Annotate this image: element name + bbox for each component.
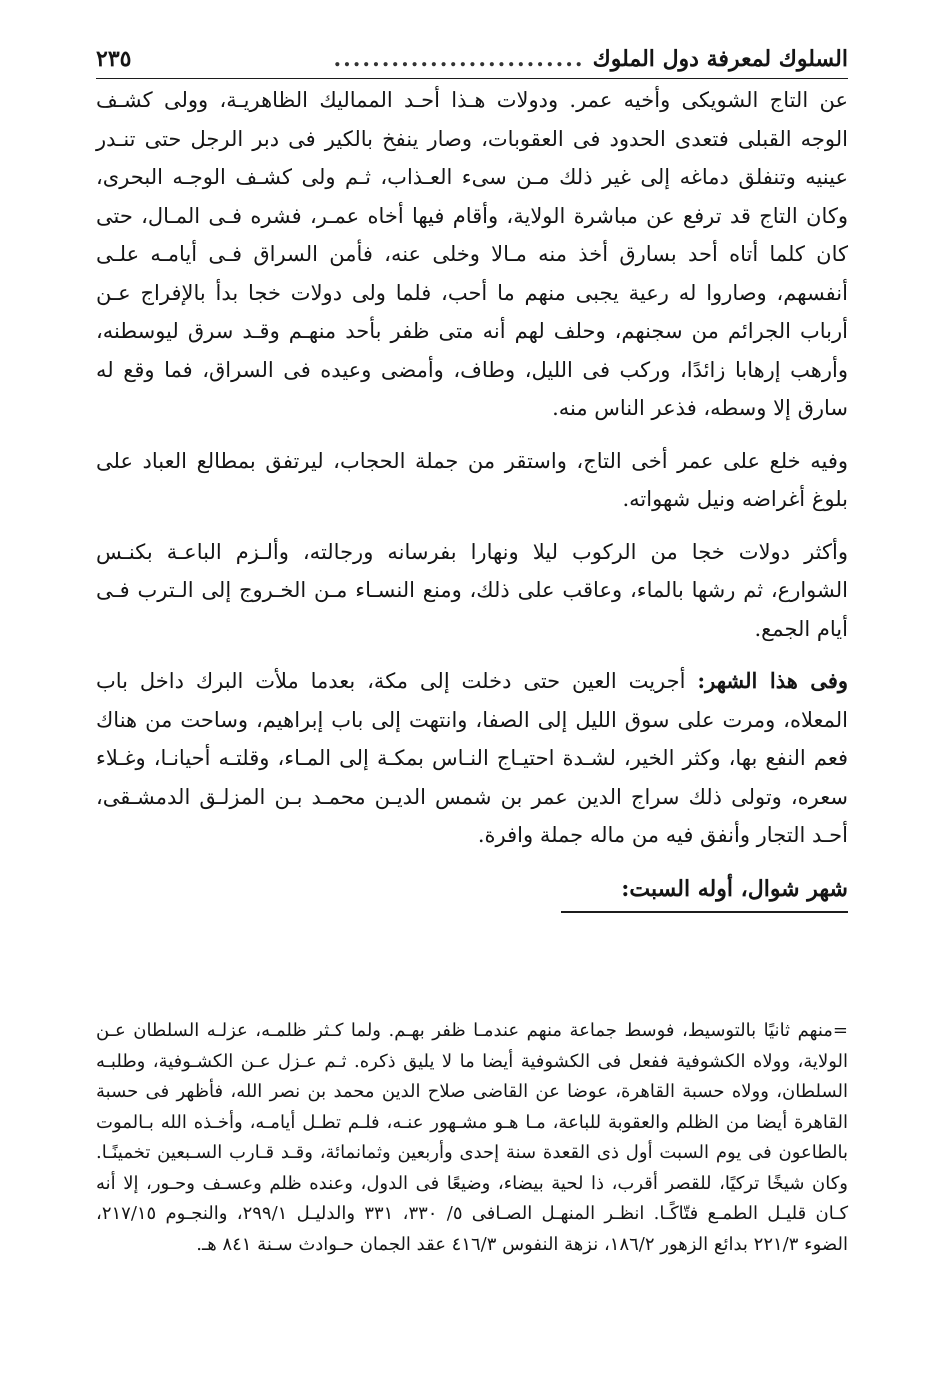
paragraph-4-text: أجريت العين حتى دخلت إلى مكة، بعدما ملأت البرك داخل باب المعلاه، ومرت على سوق الليل إلى الصفا، وانتهت إلى باب إبراهيم، وساحت من هناك فعم النفع بها، وكثر الخير، لشـدة احتيـاج النـاس بمكـة إلى المـاء، وقلتـه أحيانـا، وغـلاء سعره، وتولى ذلك سراج الدين عمر بن شمس الديـن محمـد بـن المزلـق الدمشـقى، أحـد التجار وأنفق فيه من ماله جملة وافرة. (96, 669, 848, 847)
book-title: السلوك لمعرفة دول الملوك (592, 46, 848, 72)
paragraph-4-lead: وفى هذا الشهر: (697, 668, 848, 693)
paragraph-3-text: وأكثر دولات خجا من الركوب ليلا ونهارا بفرسانه ورجالته، وألـزم الباعـة بكنـس الشوارع، ثم رشها بالماء، وعاقب على ذلك، ومنع النسـاء مـن الخـروج إلى الـترب فـى أيام الجمع. (96, 539, 848, 641)
section-heading: شهر شوال، أوله السبت: (561, 869, 848, 913)
footnote-text: =منهم ثانيًا بالتوسيط، فوسط جماعة منهم عندمـا ظفر بهـم. ولما كـثر ظلمـه، عزلـه السلطان عـن الولاية، وولاه الكشوفية ففعل فى الكشوفية أيضا ما لا يليق ذكره. ثـم عـزل عـن الكشـوفية، وطلبـه السلطان، وولاه حسبة القاهرة، عوضا عن القاضى صلاح الدين محمد بن نصر الله، فأظهر فى حسبة القاهرة أيضا من الظلم والعقوبة للباعة، مـا هـو مشـهور عنـه، فلـم تطـل أيامـه، وأخـذه الله بـالموت بالطاعون فى يوم السبت أول ذى القعدة سنة إحدى وأربعين وثمانمائة، وقـد قـارب السـبعين تخمينًـا. وكان شيخًا تركيًا، للقصر أقرب، ذا لحية بيضاء، وضيعًا فى الدول، وعنده ظلم وعسـف وحـور، إلا أنه كـان قليـل الطمـع فتّاكًـا. انظـر المنهـل الصـافى ٥/ ٣٣٠، ٣٣١ والدليـل ٢٩٩/١، والنجـوم ٢١٧/١٥، الضوء ٢٢١/٣ بدائع الزهور ١٨٦/٢، نزهة النفوس ٤١٦/٣ عقد الجمان حـوادث سـنة ٨٤١ هـ. (96, 1020, 849, 1255)
footnotes (96, 1016, 848, 1260)
paragraph-1 (96, 81, 848, 428)
header-dot-leader: .......................... (333, 46, 585, 72)
page-number: ٢٣٥ (96, 46, 132, 72)
page-body (96, 40, 848, 913)
paragraph-1-text: عن التاج الشويكى وأخيه عمر. ودولات هـذا أحـد المماليك الظاهريـة، وولى كشـف الوجه القبلى فتعدى الحدود فى العقوبات، وصار ينفخ بالكير فى دبر الرجل حتى تنـدر عينيه وتنفلق دماغه إلى غير ذلك مـن سىء العـذاب، ثـم ولى كشـف الوجـه البحرى، وكان التاج قد ترفع عن مباشرة الولاية، وأقام فيها أخاه عمـر، فشره فـى المـال، حتى كان كلما أتاه أحد بسارق أخذ منه مـالا وخلى عنه، فأمن السراق فـى أيامـه علـى أنفسهم، وصاروا له رعية يجبى منهم ما أحب، فلما ولى دولات خجا بدأ بالإفراج عـن أرباب الجرائم من سجنهم، وحلف لهم أنه متى ظفر بأحد منهـم وقـد سرق ليوسطنه، وأرهب إرهابا زائدًا، وركب فى الليل، وطاف، وأمضى وعيده فى السراق، فما وقع له سارق إلا وسطه، فذعر الناس منه. (96, 88, 848, 420)
paragraph-2 (96, 442, 848, 519)
paragraph-2-text: وفيه خلع على عمر أخى التاج، واستقر من جملة الحجاب، ليرتفق بمطالع العباد على بلوغ أغراضه ونيل شهواته. (96, 448, 848, 511)
paragraph-3 (96, 533, 848, 649)
paragraph-4 (96, 662, 848, 855)
running-header (96, 40, 848, 79)
